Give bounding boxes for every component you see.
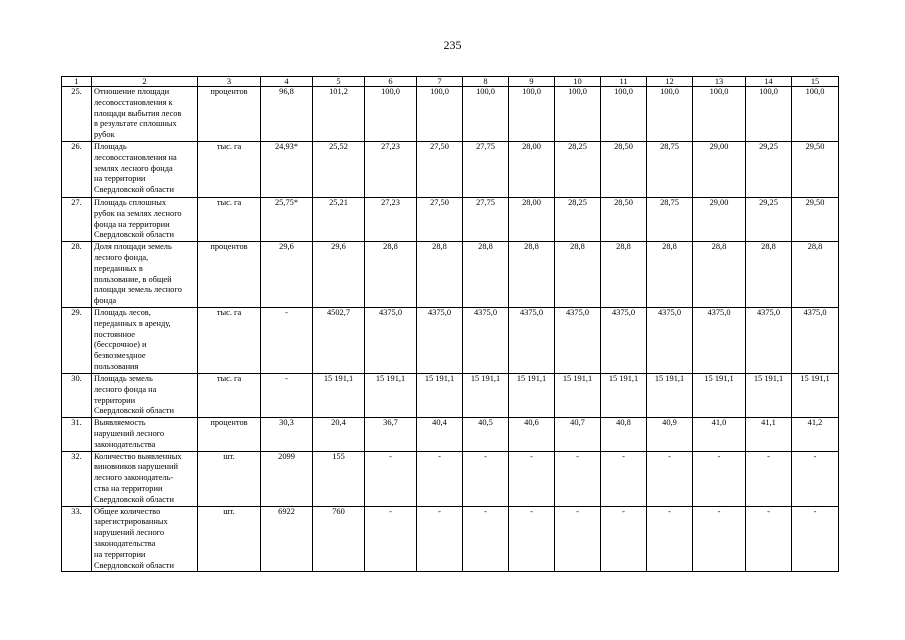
value-cell: 28,8 bbox=[463, 242, 509, 308]
indicator-name-cell: Площадь земель лесного фонда на территории Свердловской области bbox=[92, 373, 198, 417]
table-row bbox=[62, 197, 839, 241]
value-cell: 28,8 bbox=[417, 242, 463, 308]
row-number-cell: 27. bbox=[62, 197, 92, 241]
value-cell: 100,0 bbox=[463, 87, 509, 142]
value-cell: 27,75 bbox=[463, 197, 509, 241]
value-cell: 4375,0 bbox=[509, 307, 555, 373]
value-cell: 28,8 bbox=[746, 242, 792, 308]
unit-cell: шт. bbox=[198, 506, 261, 572]
value-cell: 28,8 bbox=[647, 242, 693, 308]
value-cell: 6922 bbox=[261, 506, 313, 572]
unit-cell: тыс. га bbox=[198, 141, 261, 197]
value-cell: 15 191,1 bbox=[365, 373, 417, 417]
value-cell: 101,2 bbox=[313, 87, 365, 142]
table-row bbox=[62, 87, 839, 142]
value-cell: - bbox=[509, 451, 555, 506]
value-cell: 4375,0 bbox=[746, 307, 792, 373]
value-cell: 29,00 bbox=[693, 141, 746, 197]
value-cell: - bbox=[463, 451, 509, 506]
value-cell: 29,50 bbox=[792, 141, 839, 197]
value-cell: 2099 bbox=[261, 451, 313, 506]
value-cell: 40,5 bbox=[463, 418, 509, 451]
value-cell: 28,8 bbox=[555, 242, 601, 308]
value-cell: 4375,0 bbox=[792, 307, 839, 373]
column-header: 12 bbox=[647, 77, 693, 87]
column-header: 6 bbox=[365, 77, 417, 87]
value-cell: 40,9 bbox=[647, 418, 693, 451]
value-cell: 100,0 bbox=[746, 87, 792, 142]
value-cell: 4375,0 bbox=[693, 307, 746, 373]
table-row bbox=[62, 451, 839, 506]
value-cell: 15 191,1 bbox=[647, 373, 693, 417]
indicator-name-cell: Выявляемость нарушений лесного законодательства bbox=[92, 418, 198, 451]
unit-cell: шт. bbox=[198, 451, 261, 506]
value-cell: 29,00 bbox=[693, 197, 746, 241]
value-cell: - bbox=[746, 506, 792, 572]
page-number: 235 bbox=[443, 38, 462, 52]
column-header: 15 bbox=[792, 77, 839, 87]
value-cell: - bbox=[601, 506, 647, 572]
value-cell: 40,8 bbox=[601, 418, 647, 451]
column-header: 8 bbox=[463, 77, 509, 87]
unit-cell: процентов bbox=[198, 87, 261, 142]
value-cell: 28,8 bbox=[792, 242, 839, 308]
unit-cell: процентов bbox=[198, 418, 261, 451]
value-cell: 27,23 bbox=[365, 197, 417, 241]
value-cell: 28,8 bbox=[693, 242, 746, 308]
indicator-name-cell: Отношение площади лесовосстановления к площади выбытия лесов в результате сплошных рубок bbox=[92, 87, 198, 142]
value-cell: 40,6 bbox=[509, 418, 555, 451]
value-cell: - bbox=[693, 506, 746, 572]
table-row bbox=[62, 307, 839, 373]
value-cell: 29,25 bbox=[746, 197, 792, 241]
row-number-cell: 25. bbox=[62, 87, 92, 142]
value-cell: 100,0 bbox=[509, 87, 555, 142]
indicators-table bbox=[61, 76, 839, 572]
value-cell: 25,75* bbox=[261, 197, 313, 241]
indicator-name-cell: Площадь лесов, переданных в аренду, постоянное (бессрочное) и безвозмездное пользования bbox=[92, 307, 198, 373]
table-row bbox=[62, 242, 839, 308]
table-row bbox=[62, 373, 839, 417]
value-cell: 28,25 bbox=[555, 197, 601, 241]
value-cell: 96,8 bbox=[261, 87, 313, 142]
value-cell: 40,4 bbox=[417, 418, 463, 451]
value-cell: 20,4 bbox=[313, 418, 365, 451]
value-cell: 100,0 bbox=[365, 87, 417, 142]
value-cell: 28,25 bbox=[555, 141, 601, 197]
row-number-cell: 30. bbox=[62, 373, 92, 417]
value-cell: 28,8 bbox=[601, 242, 647, 308]
column-header: 3 bbox=[198, 77, 261, 87]
value-cell: 100,0 bbox=[417, 87, 463, 142]
header-row bbox=[62, 77, 839, 87]
value-cell: 41,2 bbox=[792, 418, 839, 451]
row-number-cell: 33. bbox=[62, 506, 92, 572]
table-row bbox=[62, 506, 839, 572]
value-cell: - bbox=[261, 307, 313, 373]
value-cell: 24,93* bbox=[261, 141, 313, 197]
value-cell: 40,7 bbox=[555, 418, 601, 451]
column-header: 5 bbox=[313, 77, 365, 87]
value-cell: 28,50 bbox=[601, 141, 647, 197]
indicator-name-cell: Площадь сплошных рубок на землях лесного фонда на территории Свердловской области bbox=[92, 197, 198, 241]
row-number-cell: 32. bbox=[62, 451, 92, 506]
value-cell: 4375,0 bbox=[417, 307, 463, 373]
value-cell: 27,50 bbox=[417, 197, 463, 241]
value-cell: 28,75 bbox=[647, 141, 693, 197]
value-cell: 29,25 bbox=[746, 141, 792, 197]
value-cell: 27,50 bbox=[417, 141, 463, 197]
value-cell: - bbox=[261, 373, 313, 417]
column-header: 1 bbox=[62, 77, 92, 87]
value-cell: 100,0 bbox=[693, 87, 746, 142]
row-number-cell: 29. bbox=[62, 307, 92, 373]
value-cell: - bbox=[601, 451, 647, 506]
value-cell: 15 191,1 bbox=[601, 373, 647, 417]
column-header: 2 bbox=[92, 77, 198, 87]
value-cell: - bbox=[463, 506, 509, 572]
value-cell: 4375,0 bbox=[555, 307, 601, 373]
value-cell: 41,0 bbox=[693, 418, 746, 451]
value-cell: 27,23 bbox=[365, 141, 417, 197]
unit-cell: тыс. га bbox=[198, 307, 261, 373]
value-cell: - bbox=[693, 451, 746, 506]
column-header: 9 bbox=[509, 77, 555, 87]
value-cell: 15 191,1 bbox=[417, 373, 463, 417]
value-cell: 4375,0 bbox=[463, 307, 509, 373]
column-header: 10 bbox=[555, 77, 601, 87]
value-cell: 15 191,1 bbox=[792, 373, 839, 417]
value-cell: 25,21 bbox=[313, 197, 365, 241]
value-cell: 30,3 bbox=[261, 418, 313, 451]
value-cell: 15 191,1 bbox=[746, 373, 792, 417]
value-cell: 4375,0 bbox=[365, 307, 417, 373]
value-cell: 760 bbox=[313, 506, 365, 572]
value-cell: 4375,0 bbox=[601, 307, 647, 373]
value-cell: - bbox=[647, 506, 693, 572]
value-cell: - bbox=[365, 506, 417, 572]
value-cell: 15 191,1 bbox=[313, 373, 365, 417]
column-header: 4 bbox=[261, 77, 313, 87]
column-header: 11 bbox=[601, 77, 647, 87]
value-cell: 25,52 bbox=[313, 141, 365, 197]
value-cell: 28,8 bbox=[365, 242, 417, 308]
value-cell: 29,6 bbox=[261, 242, 313, 308]
value-cell: 15 191,1 bbox=[693, 373, 746, 417]
value-cell: 28,75 bbox=[647, 197, 693, 241]
unit-cell: тыс. га bbox=[198, 373, 261, 417]
value-cell: 100,0 bbox=[601, 87, 647, 142]
value-cell: 28,50 bbox=[601, 197, 647, 241]
column-header: 7 bbox=[417, 77, 463, 87]
value-cell: - bbox=[792, 451, 839, 506]
value-cell: 4502,7 bbox=[313, 307, 365, 373]
value-cell: 36,7 bbox=[365, 418, 417, 451]
value-cell: - bbox=[647, 451, 693, 506]
value-cell: 4375,0 bbox=[647, 307, 693, 373]
value-cell: - bbox=[509, 506, 555, 572]
value-cell: 15 191,1 bbox=[463, 373, 509, 417]
value-cell: 28,8 bbox=[509, 242, 555, 308]
indicator-name-cell: Количество выявленных виновников нарушений лесного законодатель- ства на территории Свердловской области bbox=[92, 451, 198, 506]
value-cell: 100,0 bbox=[792, 87, 839, 142]
value-cell: 15 191,1 bbox=[509, 373, 555, 417]
row-number-cell: 26. bbox=[62, 141, 92, 197]
value-cell: 28,00 bbox=[509, 141, 555, 197]
value-cell: 41,1 bbox=[746, 418, 792, 451]
column-header: 13 bbox=[693, 77, 746, 87]
value-cell: - bbox=[555, 506, 601, 572]
value-cell: - bbox=[792, 506, 839, 572]
row-number-cell: 31. bbox=[62, 418, 92, 451]
value-cell: - bbox=[417, 506, 463, 572]
column-header: 14 bbox=[746, 77, 792, 87]
value-cell: - bbox=[417, 451, 463, 506]
value-cell: 100,0 bbox=[647, 87, 693, 142]
value-cell: 15 191,1 bbox=[555, 373, 601, 417]
indicator-name-cell: Доля площади земель лесного фонда, переданных в пользование, в общей площади земель лесного фонда bbox=[92, 242, 198, 308]
table-row bbox=[62, 418, 839, 451]
value-cell: 29,6 bbox=[313, 242, 365, 308]
indicator-name-cell: Общее количество зарегистрированных нарушений лесного законодательства на территории Свердловской области bbox=[92, 506, 198, 572]
table-row bbox=[62, 141, 839, 197]
value-cell: - bbox=[555, 451, 601, 506]
value-cell: - bbox=[365, 451, 417, 506]
value-cell: 29,50 bbox=[792, 197, 839, 241]
value-cell: 100,0 bbox=[555, 87, 601, 142]
unit-cell: процентов bbox=[198, 242, 261, 308]
value-cell: 155 bbox=[313, 451, 365, 506]
value-cell: 28,00 bbox=[509, 197, 555, 241]
indicator-name-cell: Площадь лесовосстановления на землях лесного фонда на территории Свердловской области bbox=[92, 141, 198, 197]
unit-cell: тыс. га bbox=[198, 197, 261, 241]
value-cell: 27,75 bbox=[463, 141, 509, 197]
row-number-cell: 28. bbox=[62, 242, 92, 308]
value-cell: - bbox=[746, 451, 792, 506]
